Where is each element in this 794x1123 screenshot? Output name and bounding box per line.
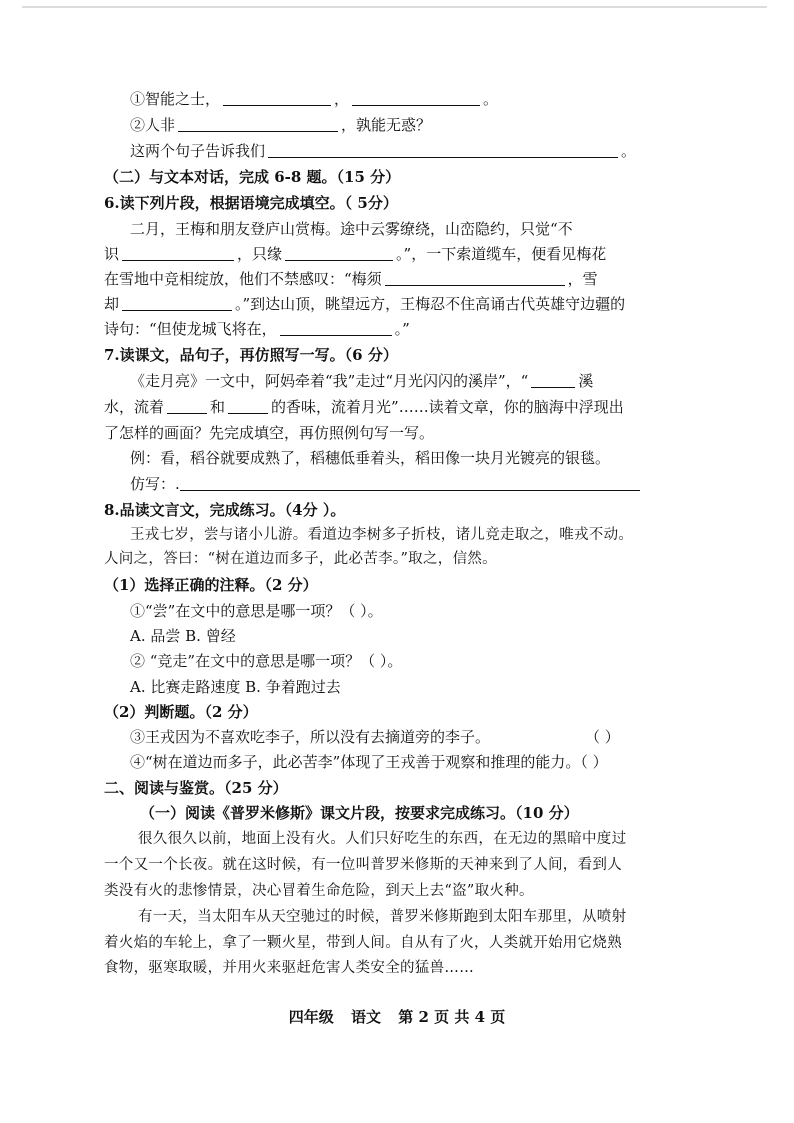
footer-subject: 语文 (351, 1008, 382, 1026)
q6-text: 却 (104, 295, 120, 313)
idiom-line-1 (130, 88, 498, 112)
q7-text: 溪 (578, 372, 594, 390)
q7-example: 例：看，稻谷就要成熟了，稻穗低垂着头，稻田像一块月光镀亮的银毯。 (130, 449, 611, 467)
blank[interactable] (167, 397, 207, 414)
part2-sub1-title: （一）阅读《普罗米修斯》课文片段，按要求完成练习。（10 分） (140, 804, 579, 822)
q8-sub1-q1-options: A. 品尝 B. 曾经 (130, 627, 236, 645)
q6-line-5 (104, 318, 410, 342)
q7-imitate-line (130, 473, 643, 497)
blank[interactable] (178, 115, 338, 132)
q8-judge-2: ④“树在道边而多子，此必苦李”体现了王戎善于观察和推理的能力。（ ） (130, 753, 608, 771)
q8-judge-1: ③王戎因为不喜欢吃李子，所以没有去摘道旁的李子。 (130, 728, 491, 746)
idiom-2-text: ②人非 (130, 116, 176, 134)
blank[interactable] (285, 244, 393, 261)
idiom-line-3 (130, 140, 636, 164)
q6-line-4 (104, 293, 625, 317)
q7-line-1 (130, 370, 593, 394)
q7-text: 的香味，流着月光”……读着文章，你的脑海中浮现出 (271, 398, 624, 416)
blank[interactable] (385, 269, 565, 286)
q7-line-2 (104, 396, 624, 420)
q6-text: 识 (104, 245, 120, 263)
footer-grade: 四年级 (288, 1008, 334, 1026)
idiom-1-text: ①智能之士， (130, 90, 221, 108)
page-footer (0, 1006, 794, 1027)
q6-text: 。”，一下索道缆车，便看见梅花 (396, 245, 607, 263)
q8-title: 8.品读文言文，完成练习。（4分 ）。 (104, 501, 346, 519)
idiom-2-end: ，孰能无惑？ (341, 116, 432, 134)
q6-text: 在雪地中竞相绽放，他们不禁感叹：“梅须 (104, 270, 382, 288)
q6-title: 6.读下列片段，根据语境完成填空。（ 5分） (104, 194, 398, 212)
q7-text: 和 (210, 398, 226, 416)
q6-text: ，雪 (567, 270, 598, 288)
blank[interactable] (268, 141, 618, 158)
idiom-3-end: 。 (621, 142, 637, 160)
q6-text: ，只缘 (237, 245, 283, 263)
q6-line-1: 二月，王梅和朋友登庐山赏梅。途中云雾缭绕，山峦隐约，只觉“不 (130, 220, 573, 238)
passage-p1-l3: 类没有火的悲惨情景，决心冒着生命危险，到天上去“盗”取火种。 (104, 883, 534, 899)
blank[interactable] (352, 89, 480, 106)
q6-line-2 (104, 243, 606, 267)
idiom-1-end: 。 (483, 90, 499, 108)
idiom-1-sep: ， (334, 90, 350, 108)
footer-page-number: 第 2 页 共 4 页 (398, 1008, 506, 1026)
idiom-3-text: 这两个句子告诉我们 (130, 142, 266, 160)
q6-text: 诗句：“但使龙城飞将在， (104, 320, 277, 338)
section-2-header: （二）与文本对话，完成 6-8 题。（15 分） (104, 168, 401, 186)
q7-imitate-label: 仿写：. (130, 475, 180, 493)
blank[interactable] (228, 397, 268, 414)
blank[interactable] (280, 319, 392, 336)
passage-p1-l2: 一个又一个长夜。就在这时候，有一位叫普罗米修斯的天神来到了人间，看到人 (104, 857, 622, 873)
classical-text-1: 王戎七岁，尝与诸小儿游。看道边李树多子折枝，诸儿竞走取之，唯戎不动。 (130, 527, 634, 543)
q8-sub1-q2: ② “竞走”在文中的意思是哪一项？（ ）。 (130, 652, 403, 670)
q6-line-3 (104, 268, 598, 292)
q7-text: 水，流着 (104, 398, 165, 416)
q8-sub1-q1: ①“尝”在文中的意思是哪一项？（ ）。 (130, 602, 383, 620)
passage-p2-l3: 食物，驱寒取暖，并用火来驱赶危害人类安全的猛兽…… (104, 960, 474, 976)
q7-text: 《走月亮》一文中，阿妈牵着“我”走过“月光闪闪的溪岸”，“ (130, 372, 529, 390)
blank[interactable] (122, 294, 232, 311)
blank[interactable] (531, 371, 575, 388)
q6-text: 。”到达山顶，眺望远方，王梅忍不住高诵古代英雄守边疆的 (235, 295, 626, 313)
q8-sub1-title: （1）选择正确的注释。（2 分） (104, 576, 318, 594)
idiom-line-2 (130, 114, 431, 138)
blank[interactable] (122, 244, 234, 261)
q6-text: 。” (394, 320, 410, 338)
part2-title: 二、阅读与鉴赏。（25 分） (104, 779, 288, 797)
q7-line-3: 了怎样的画面？先完成填空，再仿照例句写一写。 (104, 424, 435, 442)
blank[interactable] (223, 89, 331, 106)
classical-text-2: 人问之，答曰：“树在道边而多子，此必苦李。”取之，信然。 (104, 551, 497, 567)
q8-judge-1-paren[interactable]: （ ） (585, 728, 620, 746)
q7-title: 7.读课文，品句子，再仿照写一写。（6 分） (104, 346, 398, 364)
top-border (22, 6, 767, 8)
q8-sub1-q2-options: A. 比赛走路速度 B. 争着跑过去 (130, 678, 341, 696)
imitate-blank[interactable] (180, 474, 640, 491)
q8-sub2-title: （2）判断题。（2 分） (104, 703, 258, 721)
passage-p2-l2: 着火焰的车轮上，拿了一颗火星，带到人间。自从有了火，人类就开始用它烧熟 (104, 935, 622, 951)
passage-p2-l1: 有一天，当太阳车从天空驰过的时候，普罗米修斯跑到太阳车那里，从喷射 (138, 909, 627, 925)
passage-p1-l1: 很久很久以前，地面上没有火。人们只好吃生的东西，在无边的黑暗中度过 (138, 831, 627, 847)
